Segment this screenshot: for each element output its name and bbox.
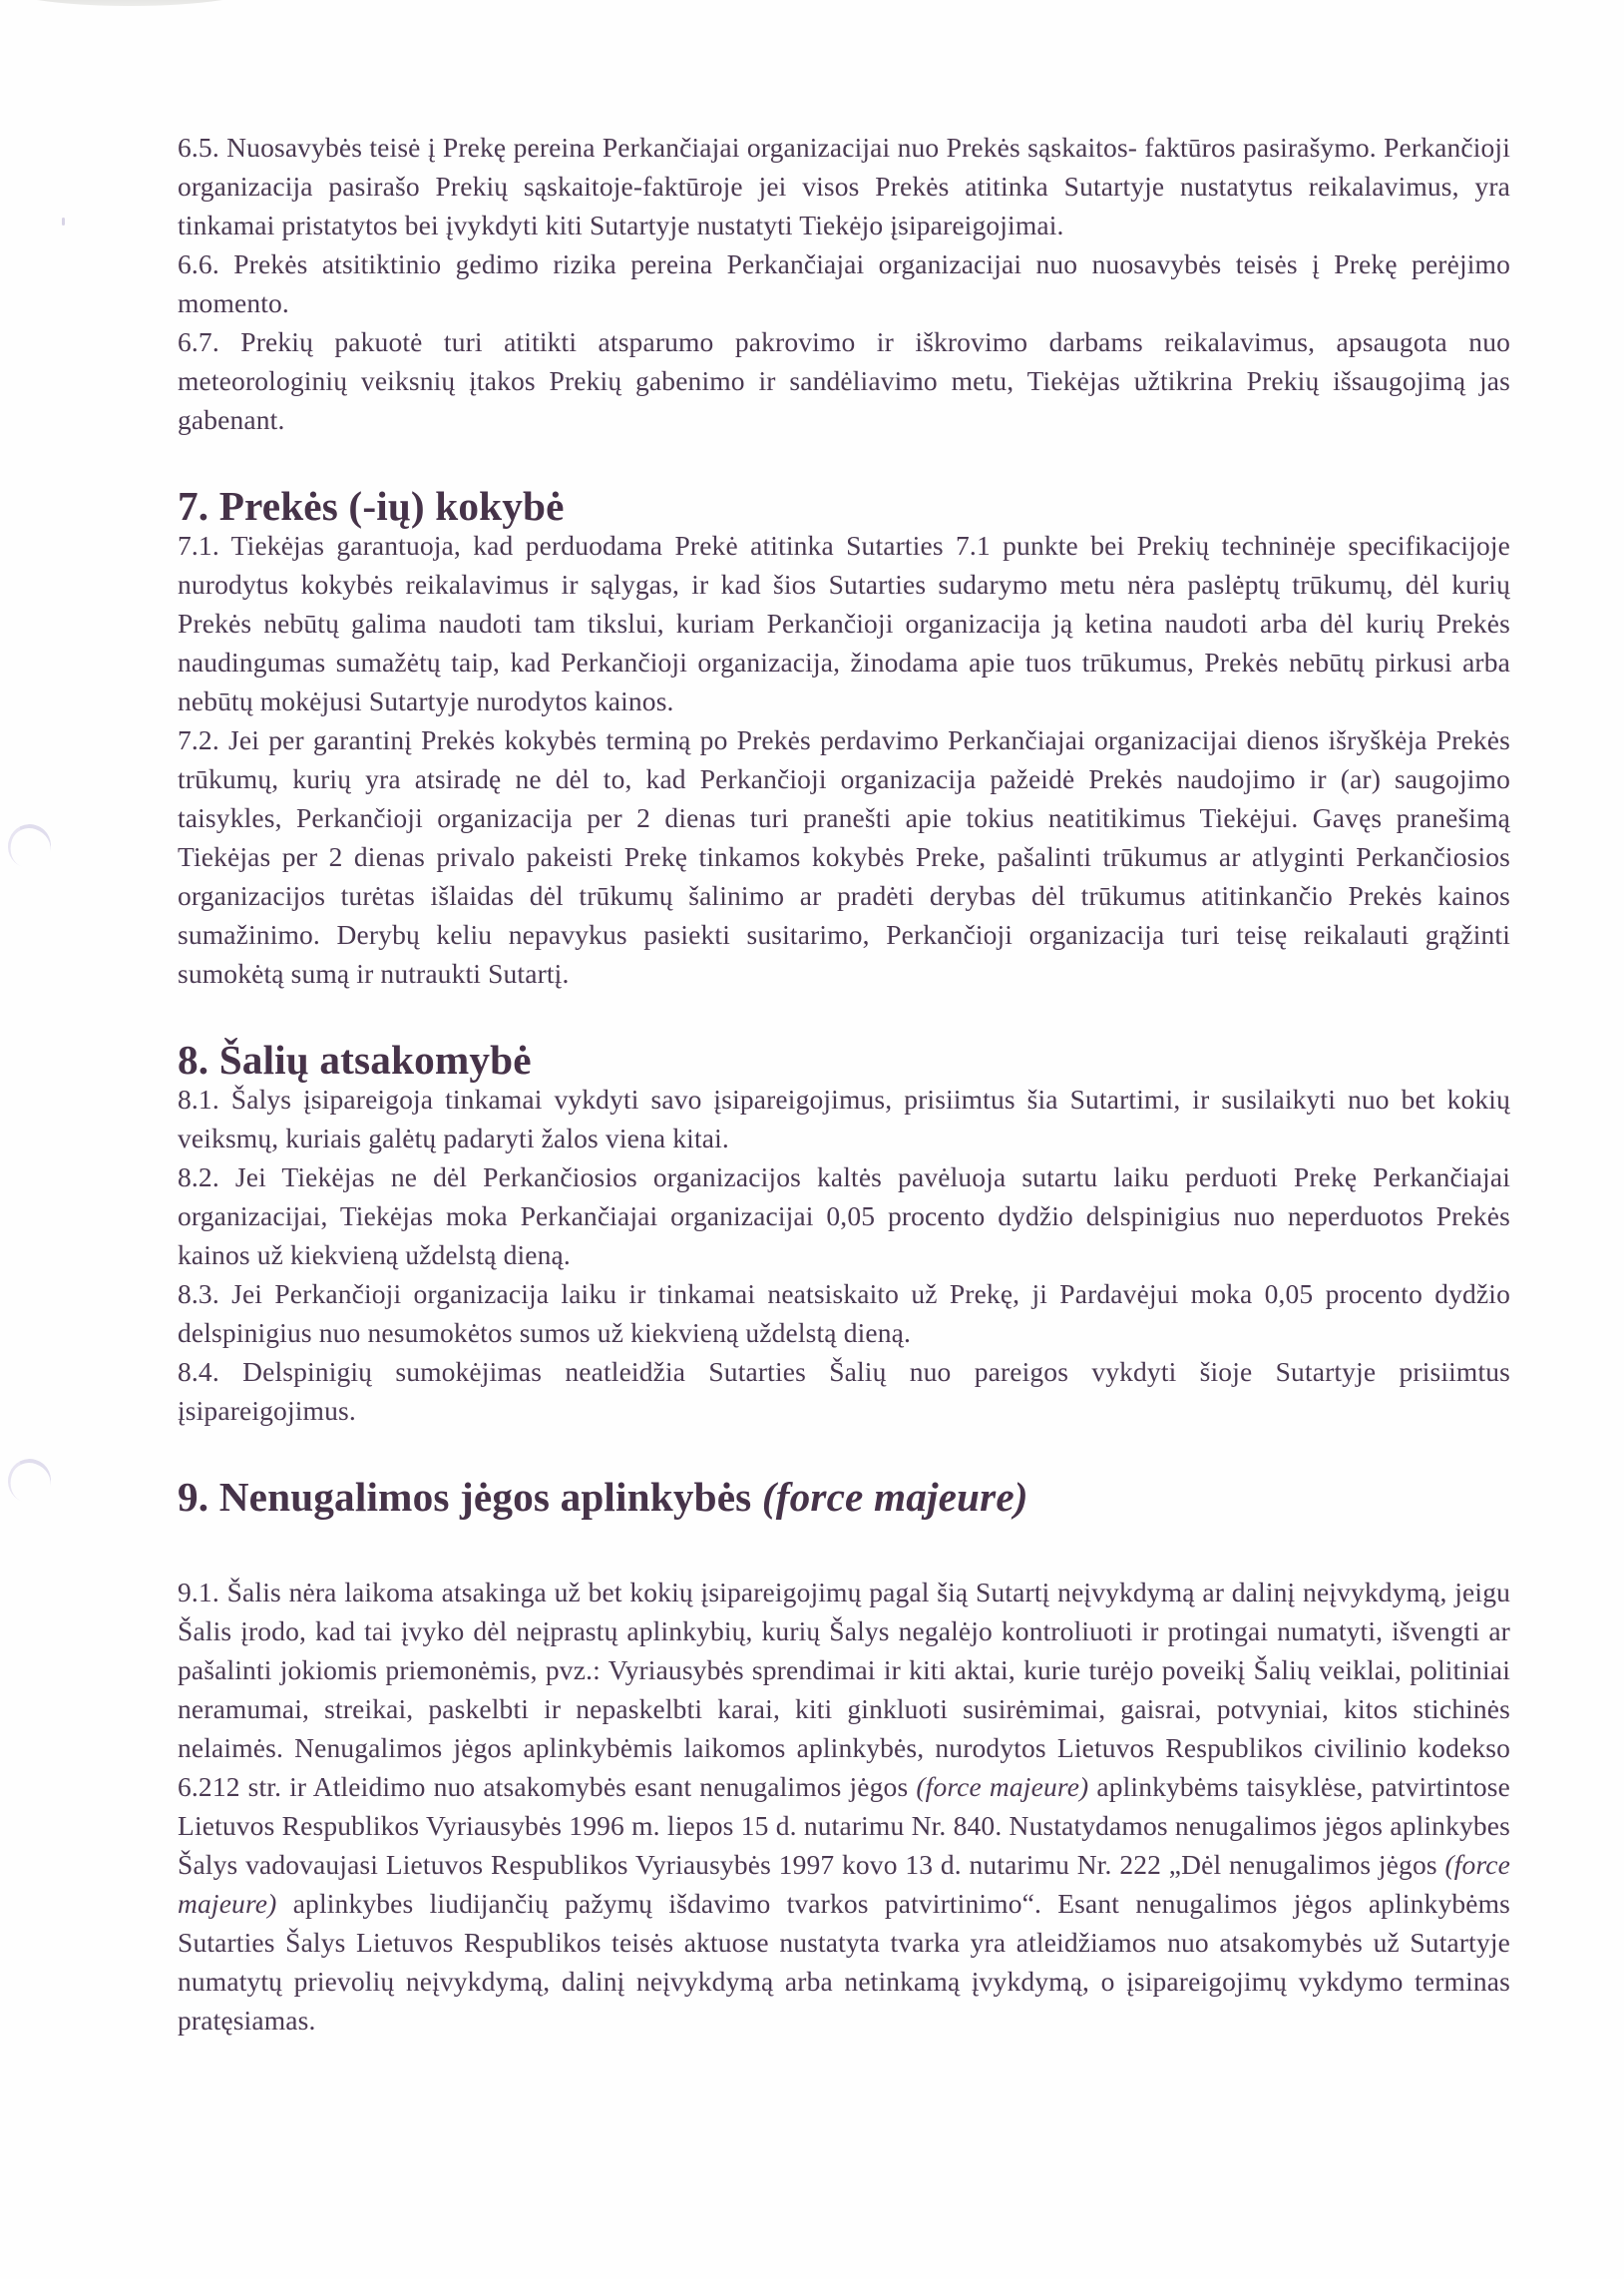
paragraph-6-6: 6.6. Prekės atsitiktinio gedimo rizika pereina Perkančiajai organizacijai nuo nuosavybės teisės į Prekę perėjimo momento. bbox=[178, 248, 1510, 318]
document-body bbox=[178, 128, 1510, 2040]
paragraph-8-4: 8.4. Delspinigių sumokėjimas neatleidžia Sutarties Šalių nuo pareigos vykdyti šioje Sutartyje prisiimtus įsipareigojimus. bbox=[178, 1356, 1510, 1426]
section-heading-8: 8. Šalių atsakomybė bbox=[178, 1037, 532, 1083]
spacer bbox=[178, 1517, 1510, 1573]
paragraph-7-2: 7.2. Jei per garantinį Prekės kokybės terminą po Prekės perdavimo Perkančiajai organizacijai dienos išryškėja Prekės trūkumų, kurių yra atsiradę ne dėl to, kad Perkančioji organizacija pažeidė Prekės naudojimo ir (ar) saugojimo taisykles, Perkančioji organizacija per 2 dienas turi pranešti apie tokius neatitikimus Tiekėjui. Gavęs pranešimą Tiekėjas per 2 dienas privalo pakeisti Prekę tinkamos kokybės Preke, pašalinti trūkumus ar atlyginti Perkančiosios organizacijos turėtas išlaidas dėl trūkumų šalinimo ar pradėti derybas dėl trūkumus atitinkančio Prekės kainos sumažinimo. Derybų keliu nepavykus pasiekti susitarimo, Perkančioji organizacija turi teisę reikalauti grąžinti sumokėtą sumą ir nutraukti Sutartį. bbox=[178, 724, 1510, 989]
heading-text: 9. Nenugalimos jėgos aplinkybės bbox=[178, 1474, 762, 1520]
paragraph-8-1: 8.1. Šalys įsipareigoja tinkamai vykdyti savo įsipareigojimus, prisiimtus šia Sutartimi, ir susilaikyti nuo bet kokių veiksmų, kuriais galėtų padaryti žalos viena kitai. bbox=[178, 1084, 1510, 1153]
text-run: aplinkybėms taisyklėse, patvirtintose Lietuvos Respublikos Vyriausybės 1996 m. liepos 15 d. nutarimu Nr. 840. Nustatydamos nenugalimos jėgos aplinkybes Šalys vadovaujasi Lietuvos Respublikos Vyriausybės 1997 kovo 13 d. nutarimu Nr. 222 „Dėl nenugalimos jėgos bbox=[178, 1771, 1510, 1880]
italic-term: (force majeure) bbox=[916, 1771, 1089, 1802]
punch-hole-mark bbox=[2, 1453, 57, 1509]
spacer bbox=[178, 439, 1510, 487]
scan-speck bbox=[62, 218, 65, 226]
text-run: 9.1. Šalis nėra laikoma atsakinga už bet kokių įsipareigojimų pagal šią Sutartį neįvykdymą ar dalinį neįvykdymą, jeigu Šalis įrodo, kad tai įvyko dėl neįprastų aplinkybių, kurių Šalys negalėjo kontroliuoti ir protingai numatyti, išvengti ar pašalinti jokiomis priemonėmis, pvz.: Vyriausybės sprendimai ir kiti aktai, kurie turėjo poveikį Šalių veiklai, politiniai neramumai, streikai, paskelbti ir nepaskelbti karai, kiti ginkluoti susirėmimai, gaisrai, potvyniai, kitos stichinės nelaimės. Nenugalimos jėgos aplinkybėmis laikomos aplinkybės, nurodytos Lietuvos Respublikos civilinio kodekso 6.212 str. ir Atleidimo nuo atsakomybės esant nenugalimos jėgos bbox=[178, 1577, 1510, 1802]
italic-term: (force majeure) bbox=[178, 1849, 1510, 1919]
text-run: aplinkybes liudijančių pažymų išdavimo tvarkos patvirtinimo“. Esant nenugalimos jėgos aplinkybėms Sutarties Šalys Lietuvos Respublikos teisės aktuose nustatyta tvarka yra atleidžiamos nuo atsakomybės už Sutartyje numatytų prievolių neįvykdymą, dalinį neįvykdymą arba netinkamą įvykdymą, o įsipareigojimų vykdymo terminas pratęsiamas. bbox=[178, 1888, 1510, 2036]
heading-italic-term: (force majeure) bbox=[761, 1474, 1028, 1520]
section-heading-7: 7. Prekės (-ių) kokybė bbox=[178, 483, 565, 529]
scan-edge-shadow bbox=[0, 0, 259, 6]
paragraph-8-3: 8.3. Jei Perkančioji organizacija laiku ir tinkamai neatsiskaito už Prekę, ji Pardavėjui moka 0,05 procento dydžio delspinigius nuo nesumokėtos sumos už kiekvieną uždelstą dieną. bbox=[178, 1278, 1510, 1348]
section-heading-9 bbox=[178, 1474, 1510, 1520]
paragraph-6-7: 6.7. Prekių pakuotė turi atitikti atsparumo pakrovimo ir iškrovimo darbams reikalavimus, apsaugota nuo meteorologinių veiksnių įtakos Prekių gabenimo ir sandėliavimo metu, Tiekėjas užtikrina Prekių išsaugojimą jas gabenant. bbox=[178, 326, 1510, 435]
spacer bbox=[178, 1430, 1510, 1478]
spacer bbox=[178, 993, 1510, 1041]
paragraph-7-1: 7.1. Tiekėjas garantuoja, kad perduodama Prekė atitinka Sutarties 7.1 punkte bei Prekių techninėje specifikacijoje nurodytus kokybės reikalavimus ir sąlygas, ir kad šios Sutarties sudarymo metu nėra paslėptų trūkumų, dėl kurių Prekės nebūtų galima naudoti tam tikslui, kuriam Perkančioji organizacija ją ketina naudoti arba dėl kurių Prekės naudingumas sumažėtų taip, kad Perkančioji organizacija, žinodama apie tuos trūkumus, Prekės nebūtų pirkusi arba nebūtų mokėjusi Sutartyje nurodytos kainos. bbox=[178, 530, 1510, 716]
paragraph-6-5: 6.5. Nuosavybės teisė į Prekę pereina Perkančiajai organizacijai nuo Prekės sąskaitos- faktūros pasirašymo. Perkančioji organizacija pasirašo Prekių sąskaitoje-faktūroje jei visos Prekės atitinka Sutartyje nustatytus reikalavimus, yra tinkamai pristatytos bei įvykdyti kiti Sutartyje nustatyti Tiekėjo įsipareigojimai. bbox=[178, 132, 1510, 240]
paragraph-9-1 bbox=[178, 1573, 1510, 2040]
paragraph-8-2: 8.2. Jei Tiekėjas ne dėl Perkančiosios organizacijos kaltės pavėluoja sutartu laiku perduoti Prekę Perkančiajai organizacijai, Tiekėjas moka Perkančiajai organizacijai 0,05 procento dydžio delspinigius nuo neperduotos Prekės kainos už kiekvieną uždelstą dieną. bbox=[178, 1161, 1510, 1270]
punch-hole-mark bbox=[2, 818, 57, 874]
